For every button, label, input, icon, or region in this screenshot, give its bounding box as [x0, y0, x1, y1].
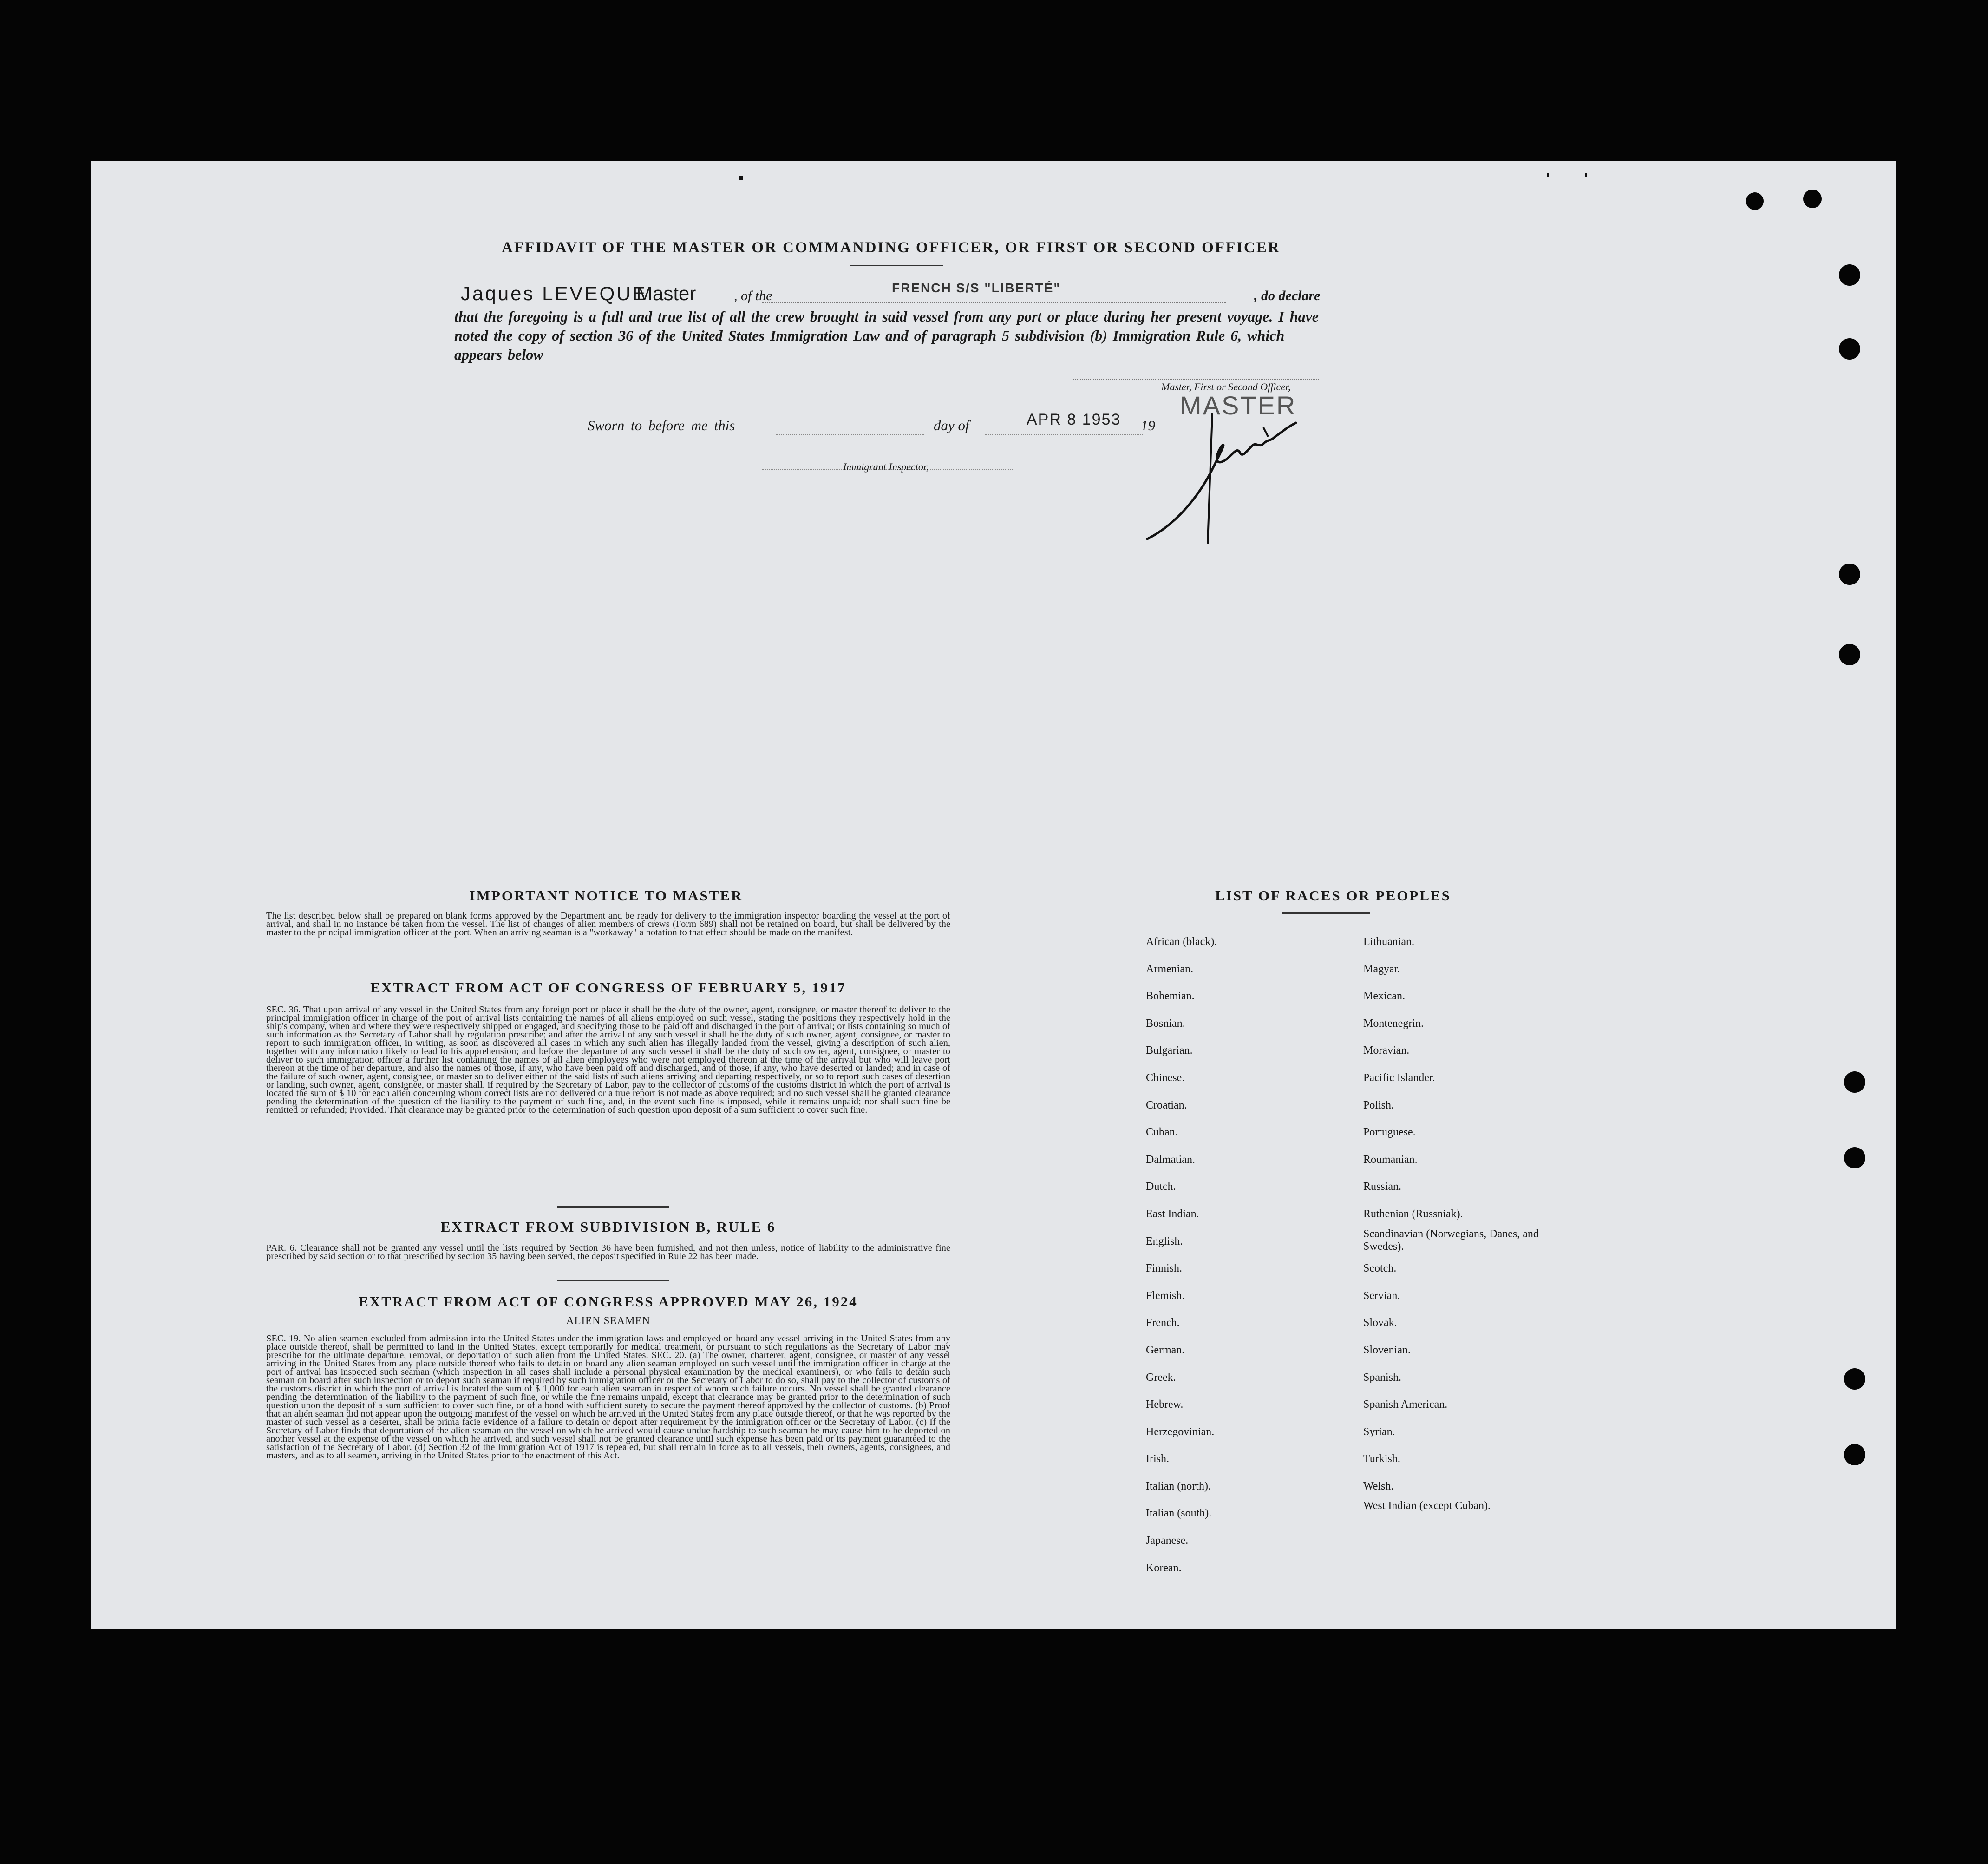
race-item: Slovak.	[1363, 1317, 1397, 1329]
handwritten-signature	[1143, 413, 1319, 548]
race-item: Croatian.	[1146, 1099, 1187, 1111]
race-item: East Indian.	[1146, 1208, 1199, 1220]
extract-1924-title: EXTRACT FROM ACT OF CONGRESS APPROVED MAY 26, 1924	[359, 1293, 858, 1310]
sworn-text: Sworn to before me this	[588, 417, 735, 433]
signature-line	[1073, 379, 1319, 380]
punch-hole	[1746, 192, 1764, 210]
date-stamp: APR 8 1953	[1027, 411, 1121, 428]
race-item: Ruthenian (Russniak).	[1363, 1208, 1463, 1220]
extract-1924-subtitle: ALIEN SEAMEN	[566, 1315, 651, 1326]
race-item: Roumanian.	[1363, 1153, 1418, 1166]
race-item: Syrian.	[1363, 1425, 1395, 1438]
races-title: LIST OF RACES OR PEOPLES	[1215, 887, 1451, 904]
race-item: Chinese.	[1146, 1071, 1185, 1084]
master-word: Master	[636, 282, 696, 304]
race-item: Italian (south).	[1146, 1507, 1212, 1520]
section-rule	[557, 1206, 669, 1208]
punch-hole	[1844, 1368, 1865, 1390]
race-item: Cuban.	[1146, 1126, 1178, 1139]
punch-hole	[1844, 1147, 1865, 1168]
extract-1924-body: SEC. 19. No alien seamen excluded from admission into the United States under the immigration laws and employed on board any vessel arriving in the United States from any place outside thereof, shall be permitted to land in the United States, except temporarily for medical treatment, or pursuant to such regulations as the Secretary of Labor may prescribe for the ultimate departure, removal, or deportation of such alien from the United States. SEC. 20. (a) The owner, charterer, agent, consignee, or master of any vessel arriving in the United States from any place outside thereof who fails to detain on board any alien seaman employed on such vessel until the immigration officer in charge at the port of arrival has inspected such seaman (which inspection in all cases shall include a personal physical examination by the medical examiners), or who fails to detain such seaman on board after such inspection or to deport such seaman if required by such immigration officer or the Secretary of Labor to do so, shall pay to the collector of customs of the customs district in which the port of arrival is located the sum of $ 1,000 for each alien seaman in respect of whom such failure occurs. No vessel shall be granted clearance pending the determination of the liability to the payment of such fine, or while the fine remains unpaid, except that clearance may be granted prior to the determination of such question upon the deposit of a sum sufficient to cover such fine, or of a bond with sufficient surety to secure the payment thereof approved by the collector of customs. (b) Proof that an alien seaman did not appear upon the outgoing manifest of the vessel on which he arrived in the United States from any place outside thereof, or that he was reported by the master of such vessel as a deserter, shall be prima facie evidence of a failure to detain or deport after requirement by the immigration officer or the Secretary of Labor. (c) If the Secretary of Labor finds that deportation of the alien seaman on the vessel on which he arrived would cause undue hardship to such seaman he may cause him to be deported on another vessel at the expense of the vessel on which he arrived, and such vessel shall not be granted clearance until such expense has been paid or its payment guaranteed to the satisfaction of the Secretary of Labor. (d) Section 32 of the Immigration Act of 1917 is repealed, but shall remain in force as to all vessels, their owners, agents, consignees, and masters, and as to all seamen, arriving in the United States prior to the enactment of this Act.	[266, 1333, 950, 1461]
race-item: Spanish American.	[1363, 1398, 1448, 1411]
notice-body: The list described below shall be prepared on blank forms approved by the Department and be ready for delivery to the immigration inspector boarding the vessel at the port of arrival, and shall in no instance be taken from the vessel. The list of changes of alien members of crews (Form 689) shall not be retained on board, but shall be delivered by the master to the principal immigration officer at the port. When an arriving seaman is a "workaway" a notation to that effect should be made on the manifest.	[266, 911, 950, 938]
race-item: Slovenian.	[1363, 1344, 1411, 1356]
punch-hole	[1844, 1444, 1865, 1465]
race-item: German.	[1146, 1344, 1185, 1356]
title-rule	[850, 265, 943, 266]
punch-hole	[1839, 644, 1860, 665]
sworn-fill-line	[776, 434, 924, 435]
race-item: Korean.	[1146, 1562, 1182, 1574]
race-item: English.	[1146, 1235, 1183, 1247]
race-item: Lithuanian.	[1363, 936, 1414, 948]
punch-hole	[1839, 338, 1860, 360]
ink-speck	[1547, 173, 1549, 177]
section-rule	[557, 1280, 669, 1281]
affidavit-title: AFFIDAVIT OF THE MASTER OR COMMANDING OFFICER, OR FIRST OR SECOND OFFICER	[502, 239, 1281, 256]
punch-hole	[1803, 190, 1822, 208]
race-item: Polish.	[1363, 1099, 1394, 1111]
races-left-column	[1146, 928, 1217, 1582]
race-item: Russian.	[1363, 1181, 1402, 1193]
punch-hole	[1844, 1071, 1865, 1093]
race-item: Bulgarian.	[1146, 1044, 1193, 1057]
race-item: Welsh.	[1363, 1480, 1394, 1492]
race-item: Moravian.	[1363, 1044, 1410, 1057]
punch-hole	[1839, 564, 1860, 585]
race-item: Herzegovinian.	[1146, 1425, 1215, 1438]
extract-rule6-body: PAR. 6. Clearance shall not be granted any vessel until the lists required by Section 36 have been furnished, and not then unless, notice of liability to the administrative fine prescribed by said section or to that prescribed by section 35 having been served, the deposit specified in Rule 22 has been made.	[266, 1243, 950, 1261]
race-item: Servian.	[1363, 1289, 1400, 1302]
races-right-column	[1363, 928, 1540, 1527]
signature-label: Master, First or Second Officer,	[1161, 381, 1291, 393]
century-text: 19	[1141, 417, 1155, 433]
declaration-text: that the foregoing is a full and true list of all the crew brought in said vessel from any port or place during her present voyage. I have noted the copy of section 36 of the United States Immigration Law and of paragraph 5 subdivision (b) Immigration Rule 6, which appears below	[454, 308, 1319, 363]
races-rule	[1282, 912, 1370, 914]
race-item: Italian (north).	[1146, 1480, 1211, 1492]
race-item: Finnish.	[1146, 1262, 1183, 1275]
extract-1917-body: SEC. 36. That upon arrival of any vessel in the United States from any foreign port or place it shall be the duty of the owner, agent, consignee, or master thereof to deliver to the principal immigration officer in charge of the port of arrival lists containing the names of all aliens employed on such vessel, stating the positions they respectively hold in the ship's company, when and where they were respectively shipped or engaged, and specifying those to be paid off and discharged in the port of arrival; or lists containing so much of such information as the Secretary of Labor shall by regulation prescribe; and after the arrival of any such vessel it shall be the duty of such owner, agent, consignee, or master to report to such immigration officer, in writing, as soon as discovered all cases in which any such alien has illegally landed from the vessel, giving a description of such alien, together with any information likely to lead to his apprehension; and before the departure of any such vessel it shall be the duty of such owner, agent, consignee, or master to deliver to such immigration officer a further list containing the names of all alien employees who were not employed thereon at the time of the arrival but who will leave port thereon at the time of her departure, and also the names of those, if any, who have been paid off and discharged, and of those, if any, who have deserted or landed; and in case of the failure of such owner, agent, consignee, or master so to deliver either of the said lists of such aliens arriving and departing respectively, or so to report such cases of desertion or landing, such owner, agent, consignee, or master shall, if required by the Secretary of Labor, pay to the collector of customs of the customs district in which the port of arrival is located the sum of $ 10 for each alien concerning whom correct lists are not delivered or a true report is not made as above required; and no such vessel shall be granted clearance pending the determination of the question of the liability to the payment of such fine, and, in the event such fine is imposed, while it remains unpaid; nor shall such fine be remitted or refunded; Provided. That clearance may be granted prior to the determination of such question upon deposit of a sum sufficient to cover such fine.	[266, 1004, 950, 1115]
day-of-text: day of	[934, 417, 969, 433]
race-item: Spanish.	[1363, 1371, 1402, 1384]
notice-title: IMPORTANT NOTICE TO MASTER	[469, 887, 743, 904]
race-item: Montenegrin.	[1363, 1017, 1424, 1030]
race-item: Scotch.	[1363, 1262, 1397, 1275]
race-item: West Indian (except Cuban).	[1363, 1500, 1491, 1512]
extract-rule6-title: EXTRACT FROM SUBDIVISION B, RULE 6	[440, 1219, 776, 1235]
master-name: Jaques LEVEQUE	[461, 282, 647, 304]
vessel-name-stamp: FRENCH S/S "LIBERTÉ"	[892, 281, 1061, 295]
race-item: Dutch.	[1146, 1181, 1176, 1193]
race-item: Turkish.	[1363, 1453, 1400, 1465]
race-item: French.	[1146, 1317, 1180, 1329]
extract-1917-title: EXTRACT FROM ACT OF CONGRESS OF FEBRUARY 5, 1917	[370, 979, 846, 996]
race-item: Bohemian.	[1146, 990, 1195, 1003]
race-item: Magyar.	[1363, 963, 1400, 975]
race-item: African (black).	[1146, 936, 1217, 948]
ink-speck	[1585, 173, 1587, 177]
race-item: Irish.	[1146, 1453, 1169, 1465]
race-item: Greek.	[1146, 1371, 1176, 1384]
race-item: Bosnian.	[1146, 1017, 1185, 1030]
race-item: Flemish.	[1146, 1289, 1185, 1302]
race-item: Portuguese.	[1363, 1126, 1416, 1139]
race-item: Hebrew.	[1146, 1398, 1184, 1411]
ink-speck	[739, 176, 743, 180]
inspector-label: Immigrant Inspector,	[843, 461, 929, 473]
race-item: Mexican.	[1363, 990, 1405, 1003]
master-stamp: MASTER	[1180, 391, 1297, 420]
punch-hole	[1839, 264, 1860, 286]
race-item: Dalmatian.	[1146, 1153, 1195, 1166]
of-the-text: , of the	[734, 288, 772, 303]
do-declare-text: , do declare	[1254, 288, 1321, 303]
race-item: Pacific Islander.	[1363, 1071, 1435, 1084]
race-item: Armenian.	[1146, 963, 1193, 975]
vessel-fill-line	[762, 302, 1226, 303]
race-item: Scandinavian (Norwegians, Danes, and Swedes).	[1363, 1227, 1539, 1253]
race-item: Japanese.	[1146, 1535, 1189, 1547]
date-fill-line	[985, 434, 1143, 435]
